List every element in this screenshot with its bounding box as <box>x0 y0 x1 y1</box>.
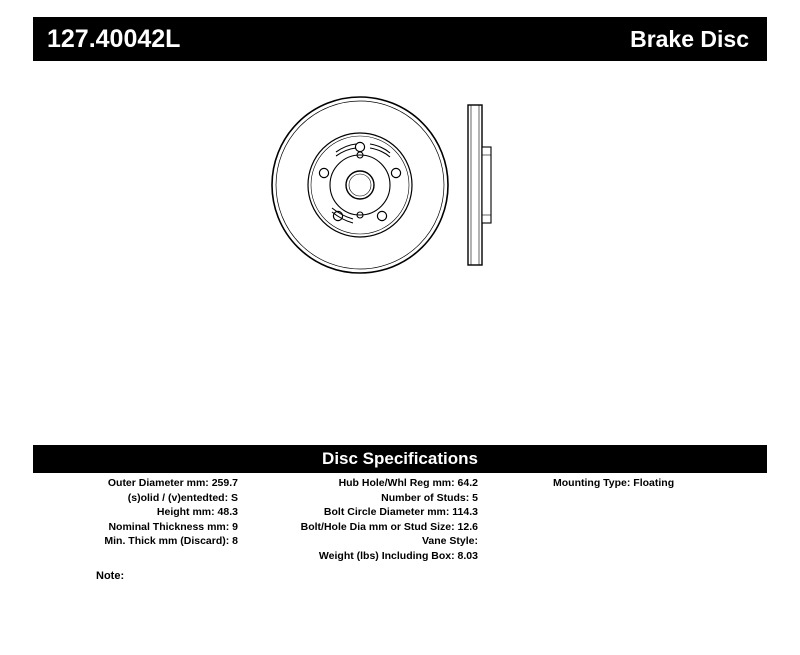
specs-title: Disc Specifications <box>322 449 478 468</box>
spec-item: Number of Studs: 5 <box>381 491 478 504</box>
spec-item: Nominal Thickness mm: 9 <box>108 520 238 533</box>
brake-rotor-face <box>272 97 448 273</box>
part-number: 127.40042L <box>47 24 181 53</box>
product-type-title: Brake Disc <box>630 25 749 52</box>
specs-column-middle <box>248 476 478 564</box>
specs-header-bar <box>33 445 767 473</box>
spec-item: Bolt/Hole Dia mm or Stud Size: 12.6 <box>300 520 478 533</box>
specs-column-right <box>553 476 767 491</box>
spec-item: Min. Thick mm (Discard): 8 <box>104 535 238 548</box>
spec-item: Height mm: 48.3 <box>156 506 238 519</box>
spec-item: Bolt Circle Diameter mm: 114.3 <box>323 506 478 519</box>
specs-column-left <box>33 476 238 549</box>
brake-rotor-edge-profile <box>468 105 491 265</box>
specs-body <box>33 476 767 576</box>
note-label: Note: <box>96 570 125 582</box>
header-bar <box>33 17 767 61</box>
brake-disc-illustration <box>250 95 550 295</box>
spec-item: Mounting Type: Floating <box>553 477 675 489</box>
spec-item: Outer Diameter mm: 259.7 <box>107 477 238 489</box>
spec-item: Weight (lbs) Including Box: 8.03 <box>318 549 478 562</box>
product-drawing <box>250 95 550 295</box>
spec-item: Vane Style: <box>421 535 478 548</box>
spec-item: (s)olid / (v)entedted: S <box>127 491 238 504</box>
spec-item: Hub Hole/Whl Reg mm: 64.2 <box>338 477 478 489</box>
